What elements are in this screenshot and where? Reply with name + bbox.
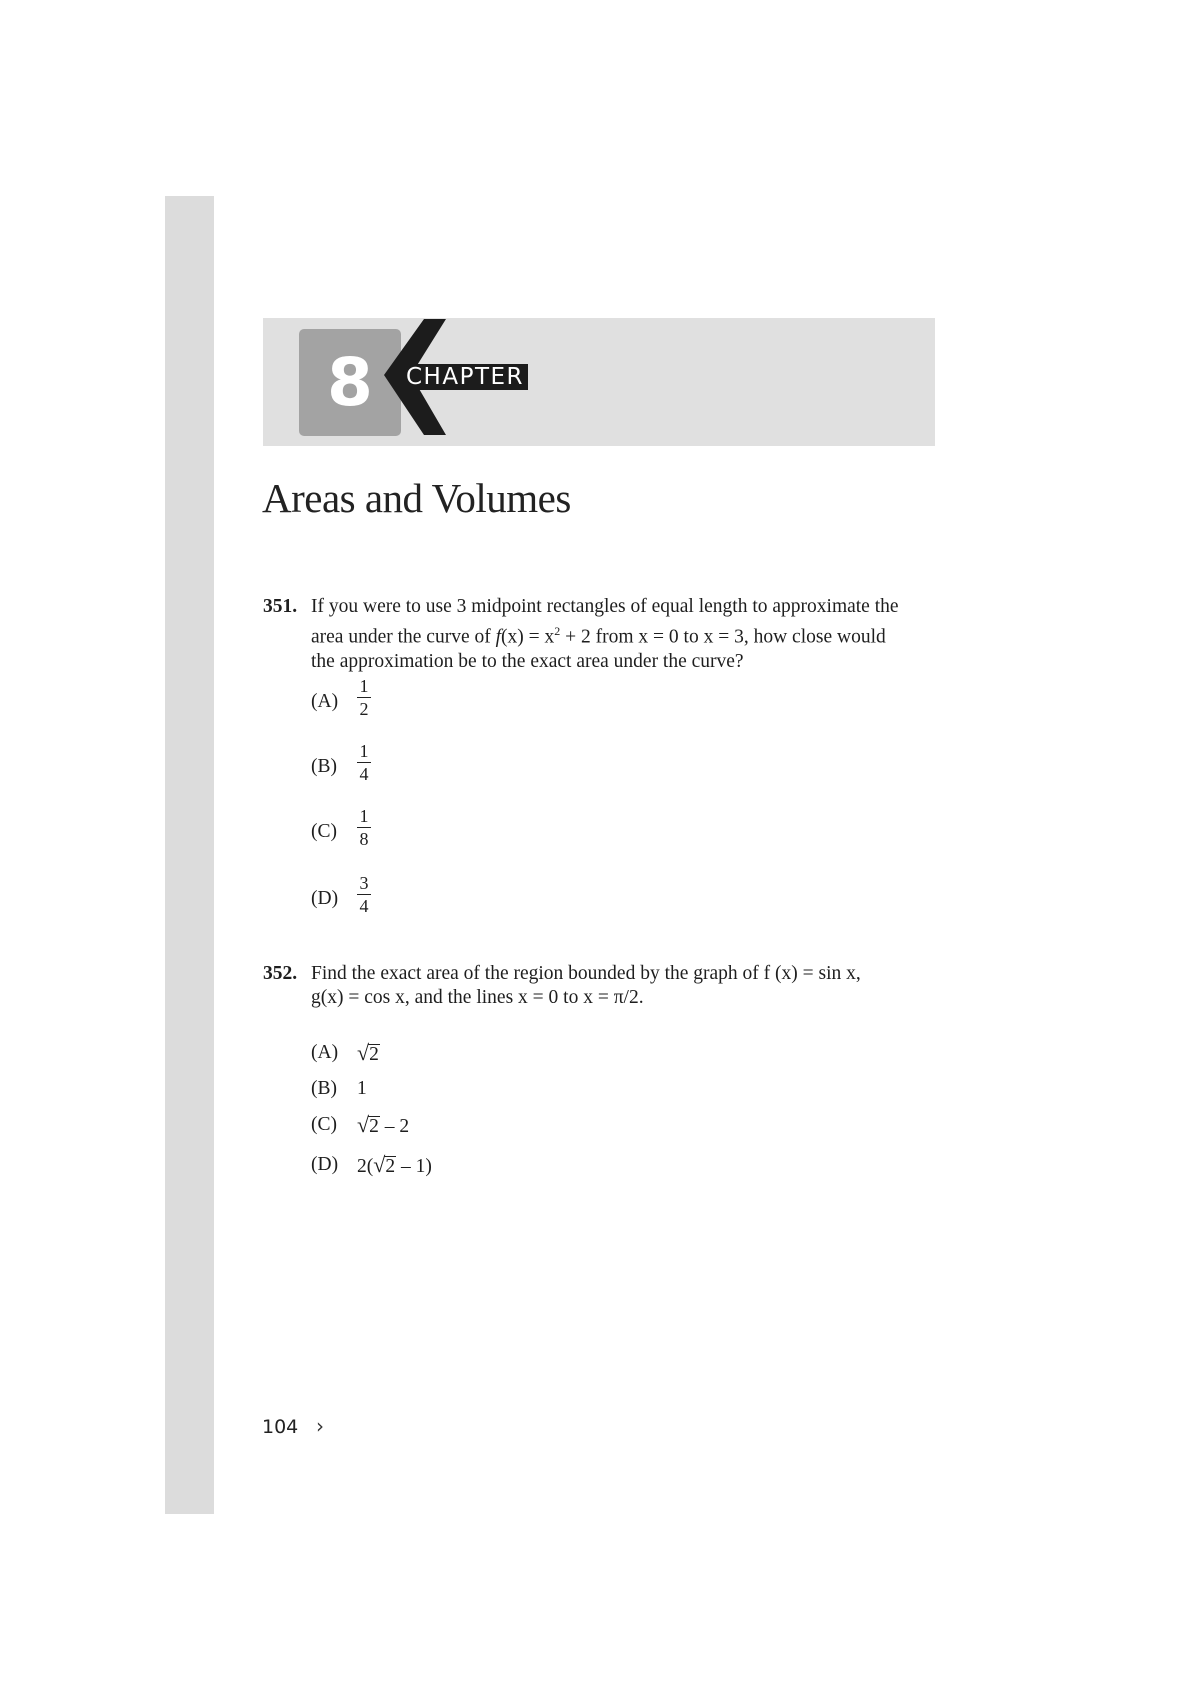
question-number: 351. [263, 596, 298, 617]
fraction [357, 873, 371, 916]
option-letter: (C) [311, 821, 337, 842]
denominator: 4 [359, 764, 369, 784]
option-value [357, 1041, 380, 1067]
fraction [357, 741, 371, 784]
sqrt-icon: √ [373, 1152, 386, 1177]
chapter-label: CHAPTER [402, 364, 528, 390]
question-text [311, 595, 951, 674]
sqrt-icon: √ [357, 1040, 370, 1065]
option-letter: (A) [311, 1042, 339, 1063]
numerator: 1 [359, 806, 369, 826]
numerator: 3 [359, 873, 369, 893]
question-text-line: the approximation be to the exact area under the curve? [311, 650, 744, 672]
question-text-line [311, 619, 951, 650]
fraction [357, 806, 371, 849]
denominator: 4 [359, 896, 369, 916]
page-number: 104 [262, 1416, 299, 1438]
radicand: 2 [385, 1156, 396, 1177]
question-text-line: Find the exact area of the region bounded by the graph of f (x) = sin x, [311, 963, 861, 984]
question-text-line: g(x) = cos x, and the lines x = 0 to x = π/2. [311, 987, 644, 1008]
numerator: 1 [359, 676, 369, 696]
question-number: 352. [263, 963, 298, 984]
question-text [311, 962, 951, 1010]
sqrt-icon: √ [357, 1112, 370, 1137]
function-symbol: f [495, 626, 502, 648]
option-value [357, 1153, 432, 1179]
option-letter: (D) [311, 888, 339, 909]
denominator: 2 [359, 699, 369, 719]
text-segment: (x) = x [501, 626, 555, 648]
text-segment: – 2 [379, 1116, 410, 1137]
exponent: 2 [554, 624, 561, 638]
radicand: 2 [369, 1044, 379, 1065]
radicand: 2 [369, 1116, 379, 1137]
option-letter: (B) [311, 1078, 337, 1099]
option-value: 1 [357, 1078, 367, 1099]
text-segment: area under the curve of [311, 626, 496, 648]
option-letter: (D) [311, 1154, 339, 1175]
numerator: 1 [359, 741, 369, 761]
option-value [357, 1113, 409, 1139]
denominator: 8 [359, 829, 369, 849]
chevron-right-icon: › [316, 1414, 324, 1438]
text-segment: + 2 from x = 0 to x = 3, how close would [560, 626, 886, 648]
question-text-line: If you were to use 3 midpoint rectangles of equal length to approximate the [311, 596, 899, 617]
page-title: Areas and Volumes [262, 475, 571, 521]
text-segment: 2( [357, 1156, 374, 1177]
option-letter: (A) [311, 691, 339, 712]
chapter-number: 8 [327, 344, 373, 421]
side-strip [165, 196, 214, 1514]
option-letter: (C) [311, 1114, 337, 1135]
fraction [357, 676, 371, 719]
option-letter: (B) [311, 756, 337, 777]
text-segment: – 1) [396, 1156, 432, 1177]
